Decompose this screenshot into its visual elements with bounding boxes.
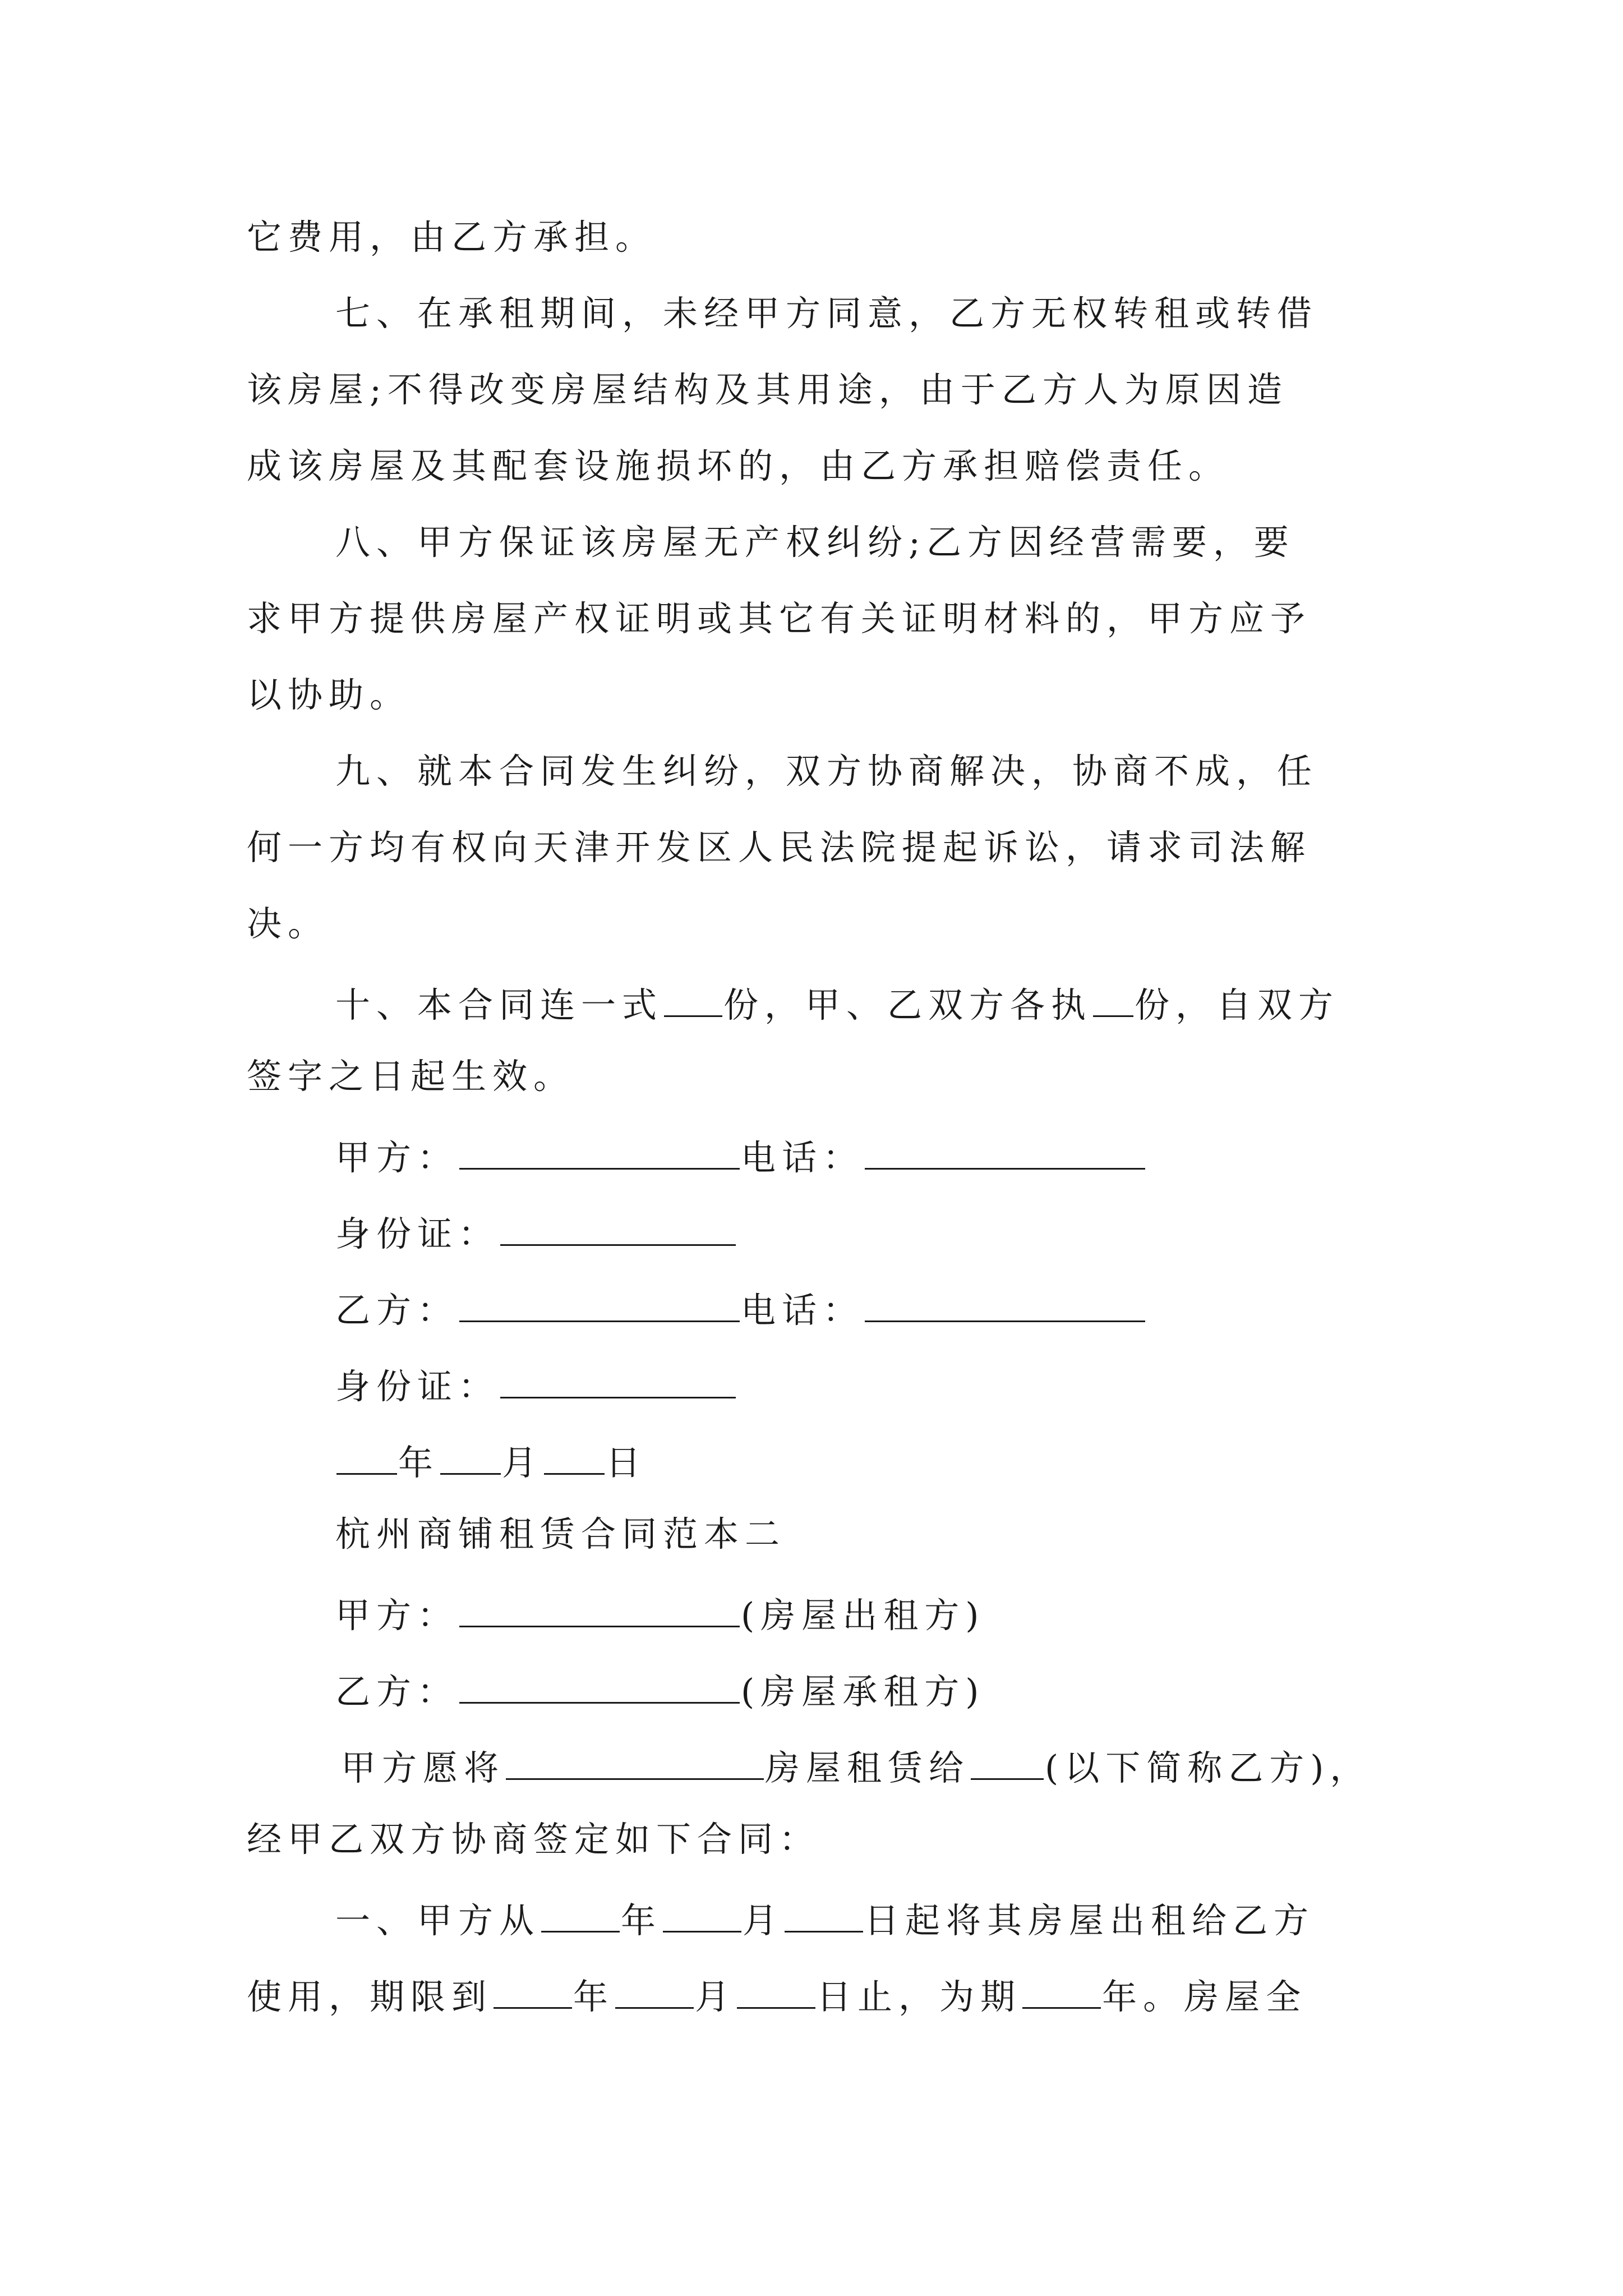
text-run: 年	[573, 1976, 615, 2017]
clause-7-line-3	[247, 445, 1230, 486]
text-run: (以下简称乙方)，	[1045, 1747, 1371, 1788]
clause-8-line-3	[247, 674, 411, 715]
intro-line-2	[247, 1819, 820, 1860]
text-run: 九、就本合同发生纠纷，双方协商解决，协商不成，任	[335, 751, 1318, 792]
text-run: 年。房屋全	[1102, 1976, 1307, 2017]
start-month-blank[interactable]	[663, 1898, 741, 1932]
text-run: 它费用，由乙方承担。	[247, 217, 657, 257]
clause-7-line-1	[335, 293, 1318, 334]
text-run: 房屋租赁给	[765, 1747, 970, 1788]
fill-blank[interactable]	[664, 983, 722, 1017]
year-blank[interactable]	[336, 1441, 397, 1475]
text-run: 八、甲方保证该房屋无产权纠纷;乙方因经营需要，要	[335, 522, 1295, 563]
label-party-b: 乙方：	[335, 1671, 459, 1712]
text-run: 十、本合同连一式	[335, 984, 663, 1025]
day-blank[interactable]	[544, 1441, 605, 1475]
text-run: 该房屋;不得改变房屋结构及其用途，由于乙方人为原因造	[247, 369, 1288, 410]
party-a-id-line	[335, 1212, 737, 1254]
lessor-line	[335, 1593, 985, 1636]
text-run: 日止，为期	[817, 1976, 1022, 2017]
text-run: 签字之日起生效。	[247, 1056, 575, 1097]
party-a-phone-blank[interactable]	[865, 1135, 1145, 1170]
text-run: 决。	[247, 903, 329, 944]
month-blank[interactable]	[440, 1441, 501, 1475]
clause-8-line-2	[247, 598, 1312, 639]
end-day-blank[interactable]	[737, 1975, 815, 2009]
text-run: 甲方愿将	[341, 1747, 505, 1788]
text-run: 使用，期限到	[247, 1976, 493, 2017]
clause-8-line-1	[335, 522, 1295, 563]
party-a-name-blank[interactable]	[459, 1135, 740, 1170]
clause-9-line-2	[247, 827, 1312, 868]
start-day-blank[interactable]	[785, 1898, 863, 1932]
label-party-a: 甲方：	[335, 1137, 459, 1178]
label-id: 身份证：	[335, 1213, 500, 1254]
clause-9-line-1	[335, 751, 1318, 792]
text-run: 杭州商铺租赁合同范本二	[335, 1513, 786, 1554]
label-party-b: 乙方：	[335, 1290, 459, 1331]
text-run: 份，自双方	[1135, 984, 1340, 1025]
label-id: 身份证：	[335, 1366, 500, 1407]
section-title	[335, 1513, 786, 1554]
party-b-id-line	[335, 1364, 737, 1407]
lessee-note: (房屋承租方)	[741, 1671, 985, 1712]
date-line	[335, 1441, 647, 1483]
clause-1-line-1	[335, 1898, 1315, 1941]
clause-10-line-2	[247, 1056, 575, 1097]
day-label: 日	[606, 1442, 647, 1483]
text-run: 以协助。	[247, 674, 411, 715]
party-a-signature-line	[335, 1135, 1146, 1178]
party-b-name-blank[interactable]	[459, 1288, 740, 1322]
label-phone: 电话：	[741, 1290, 864, 1331]
label-phone: 电话：	[741, 1137, 864, 1178]
year-label: 年	[398, 1442, 440, 1483]
end-month-blank[interactable]	[615, 1975, 694, 2009]
party-b-phone-blank[interactable]	[865, 1288, 1145, 1322]
party-b-id-blank[interactable]	[500, 1364, 736, 1398]
clause-10-line-1	[335, 983, 1339, 1023]
text-run: 日起将其房屋出租给乙方	[864, 1900, 1315, 1941]
clause-9-line-3	[247, 903, 329, 944]
text-run: 月	[743, 1900, 784, 1941]
start-year-blank[interactable]	[541, 1898, 620, 1932]
lessee-blank[interactable]	[459, 1669, 740, 1704]
label-party-a: 甲方：	[335, 1595, 459, 1636]
text-run: 七、在承租期间，未经甲方同意，乙方无权转租或转借	[335, 293, 1318, 334]
text-run: 成该房屋及其配套设施损坏的，由乙方承担赔偿责任。	[247, 445, 1230, 486]
text-run: 经甲乙双方协商签定如下合同：	[247, 1819, 820, 1860]
lessee-name-blank[interactable]	[971, 1746, 1044, 1780]
text-run: 月	[695, 1976, 736, 2017]
property-blank[interactable]	[506, 1746, 764, 1780]
clause-1-line-2	[247, 1975, 1307, 2017]
intro-line-1	[341, 1746, 1371, 1786]
fill-blank[interactable]	[1093, 983, 1133, 1017]
paragraph-line	[247, 217, 657, 257]
lessee-line	[335, 1669, 985, 1712]
party-b-signature-line	[335, 1288, 1146, 1331]
text-run: 年	[621, 1900, 662, 1941]
party-a-id-blank[interactable]	[500, 1212, 736, 1246]
lessor-blank[interactable]	[459, 1593, 740, 1627]
text-run: 何一方均有权向天津开发区人民法院提起诉讼，请求司法解	[247, 827, 1312, 868]
lessor-note: (房屋出租方)	[741, 1595, 985, 1636]
term-years-blank[interactable]	[1022, 1975, 1101, 2009]
clause-7-line-2	[247, 369, 1288, 410]
text-run: 一、甲方从	[335, 1900, 541, 1941]
month-label: 月	[502, 1442, 543, 1483]
text-run: 份，甲、乙双方各执	[723, 984, 1092, 1025]
end-year-blank[interactable]	[494, 1975, 572, 2009]
text-run: 求甲方提供房屋产权证明或其它有关证明材料的，甲方应予	[247, 598, 1312, 639]
